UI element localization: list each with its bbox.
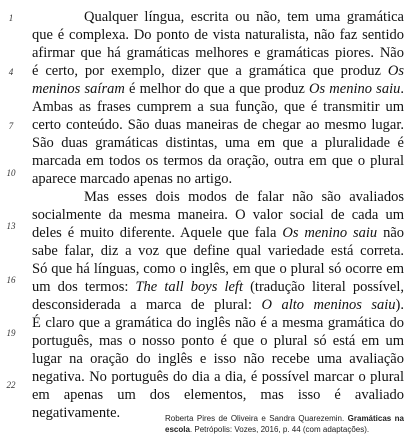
- line-number: 4: [8, 67, 14, 77]
- line-number: 1: [8, 13, 14, 23]
- text-line: é certo, por exemplo, dizer que a gramática que produz Os: [32, 63, 405, 79]
- text-line: São duas gramáticas distintas, uma em que a pluralidade é: [32, 135, 404, 151]
- text-line: sabe falar, diz a voz que define qual variedade está correta.: [32, 243, 404, 259]
- text-line: deles é muito diferente. Aquele que fala Os menino saiu não: [32, 225, 405, 241]
- text-line: um dos termos: The tall boys left (tradução literal possível,: [32, 279, 405, 295]
- text-line: desconsiderada a marca de plural: O alto meninos saiu).: [32, 297, 405, 313]
- source-citation: [165, 413, 404, 435]
- citation-line: escola. Petrópolis: Vozes, 2016, p. 44 (com adaptações).: [165, 425, 370, 434]
- citation-line: Roberta Pires de Oliveira e Sandra Quarezemin. Gramáticas na: [165, 414, 404, 423]
- text-line: português, mas o nosso ponto é que o plural só está em um: [32, 333, 404, 349]
- text-line: aparece marcado apenas no artigo.: [32, 171, 233, 187]
- text-line: Qualquer língua, escrita ou não, tem uma gramática: [84, 9, 404, 25]
- text-line: afirmar que há gramáticas melhores e gramáticas piores. Não: [32, 45, 404, 61]
- text-line: lugar na oração do inglês e isso não recebe uma avaliação: [32, 351, 404, 367]
- text-line: É claro que a gramática do inglês não é a mesma gramática do: [32, 315, 404, 331]
- text-line: negativa. No português do dia a dia, é possível marcar o plural: [32, 369, 404, 385]
- line-number: 13: [6, 221, 16, 231]
- line-number: 7: [8, 121, 14, 131]
- text-line: marcada em todos os termos da oração, outra em que o plural: [32, 153, 404, 169]
- line-number: 22: [6, 380, 16, 390]
- line-number: 16: [6, 275, 16, 285]
- line-number: 19: [6, 328, 16, 338]
- line-number: 10: [6, 168, 16, 178]
- text-line: meninos saíram é melhor do que a que produz Os menino saiu.: [32, 81, 404, 97]
- text-line: Mas esses dois modos de falar não são avaliados: [84, 189, 404, 205]
- text-line: em apenas um dos elementos, mas isso é avaliado: [32, 387, 404, 403]
- text-line: Ambas as frases cumprem a sua função, que é transmitir um: [32, 99, 404, 115]
- text-line: Só que há línguas, como o inglês, em que o plural só ocorre em: [32, 261, 404, 277]
- text-line: certo conteúdo. São duas maneiras de chegar ao mesmo lugar.: [32, 117, 404, 133]
- text-line: socialmente da mesma maneira. O valor social de cada um: [32, 207, 404, 223]
- text-line: negativamente.: [32, 405, 121, 421]
- text-line: que é complexa. Do ponto de vista naturalista, não faz sentido: [32, 27, 404, 43]
